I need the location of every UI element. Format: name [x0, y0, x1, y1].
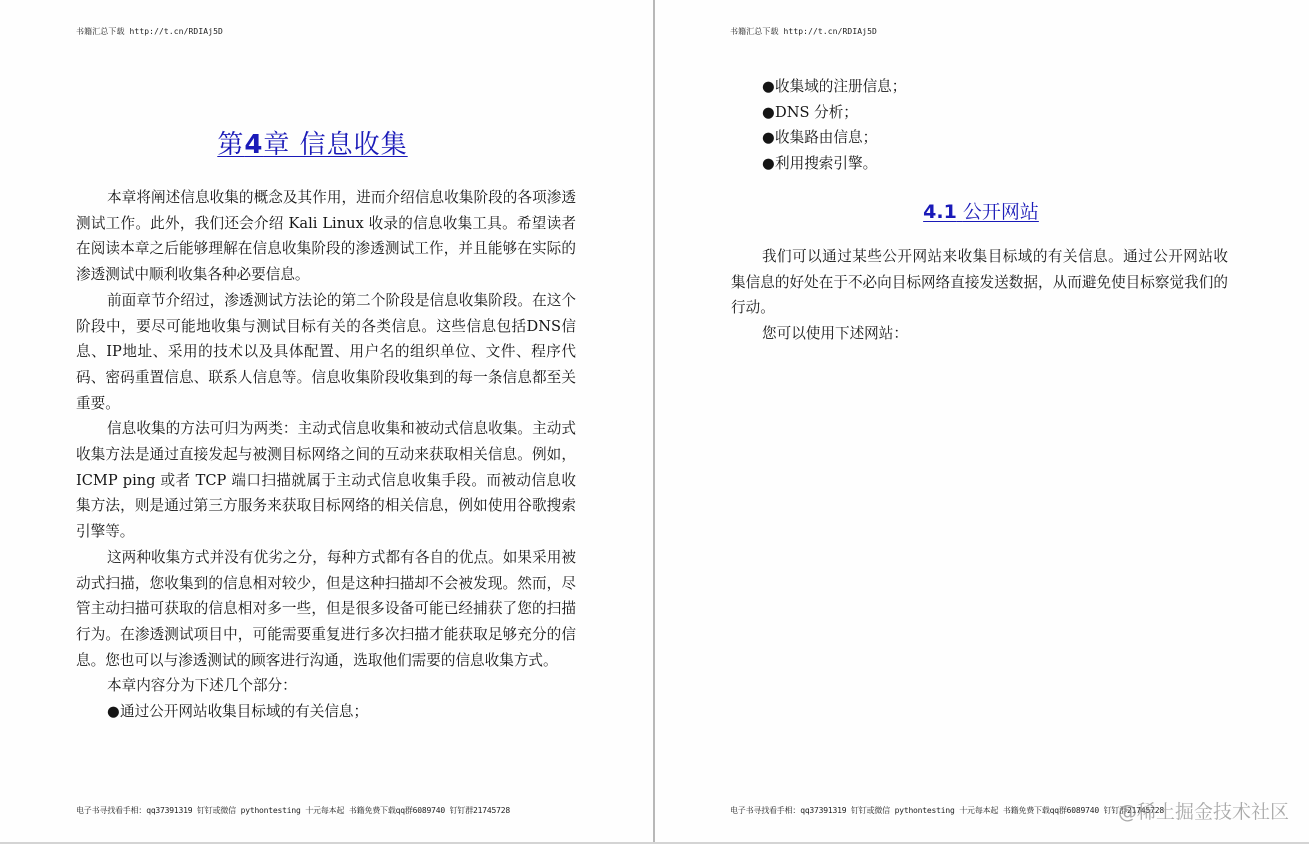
list-item-text: 收集域的注册信息；: [775, 78, 907, 95]
chapter-body: [76, 185, 576, 725]
list-item-text: 通过公开网站收集目标域的有关信息；: [120, 703, 369, 721]
page-header: 书籍汇总下载 http://t.cn/RDIAj5D: [76, 27, 223, 36]
bullet-icon: ●: [762, 155, 775, 173]
bullet-icon: ●: [107, 703, 120, 721]
paragraph: 本章内容分为下述几个部分：: [107, 677, 297, 695]
bullet-icon: ●: [762, 103, 775, 121]
bullet-icon: ●: [762, 129, 775, 147]
list-item: [76, 699, 576, 725]
bullet-icon: ●: [762, 78, 775, 95]
list-item-text: 利用搜索引擎。: [775, 155, 878, 173]
list-item: [731, 74, 1231, 100]
section-title[interactable]: [731, 197, 1231, 224]
list-item-text: 收集路由信息；: [775, 129, 878, 147]
left-page: [0, 0, 653, 842]
chapter-number: 4: [244, 130, 264, 160]
paragraph: 本章将阐述信息收集的概念及其作用，进而介绍信息收集阶段的各项渗透测试工作。此外，我们还会介绍 Kali Linux 收录的信息收集工具。希望读者在阅读本章之后能够理解在信息收集阶段的渗透测试工作，并且能够在实际的渗透测试中顺利收集各种必要信息。: [76, 189, 576, 284]
list-item-text: DNS 分析；: [775, 103, 858, 121]
paragraph: 我们可以通过某些公开网站来收集目标域的有关信息。通过公开网站收集信息的好处在于不必向目标网络直接发送数据，从而避免使目标察觉我们的行动。: [731, 248, 1228, 317]
paragraph: 信息收集的方法可归为两类：主动式信息收集和被动式信息收集。主动式收集方法是通过直接发起与被测目标网络之间的互动来获取相关信息。例如，ICMP ping 或者 TCP 端口扫描就属于主动式信息收集手段。而被动信息收集方法，则是通过第三方服务来获取目标网络的相关信息，例如使用谷歌搜索引擎等。: [76, 420, 576, 541]
watermark: @稀土掘金技术社区: [1118, 801, 1290, 823]
chapter-title[interactable]: [0, 124, 625, 161]
section-title-text: 公开网站: [962, 201, 1039, 223]
list-item: [731, 100, 1231, 126]
paragraph: 这两种收集方式并没有优劣之分，每种方式都有各自的优点。如果采用被动式扫描，您收集到的信息相对较少，但是这种扫描却不会被发现。然而，尽管主动扫描可获取的信息相对多一些，但是很多设备可能已经捕获了您的扫描行为。在渗透测试项目中，可能需要重复进行多次扫描才能获取足够充分的信息。您也可以与渗透测试的顾客进行沟通，选取他们需要的信息收集方式。: [76, 548, 576, 669]
chapter-outline-list: [731, 74, 1231, 177]
paragraph: 前面章节介绍过，渗透测试方法论的第二个阶段是信息收集阶段。在这个阶段中，要尽可能地收集与测试目标有关的各类信息。这些信息包括DNS信息、IP地址、采用的技术以及具体配置、用户名的组织单位、文件、程序代码、密码重置信息、联系人信息等。信息收集阶段收集到的每一条信息都至关重要。: [76, 291, 576, 412]
chapter-title-prefix: 第: [217, 130, 245, 160]
chapter-title-text: 章 信息收集: [263, 130, 408, 160]
paragraph: 您可以使用下述网站：: [762, 325, 908, 343]
section-body: [731, 244, 1228, 347]
page-footer: 电子书寻找看手相：qq37391319 钉钉或微信 pythontesting 十元每本起 书籍免费下载qq群6089740 钉钉群21745728: [76, 806, 510, 815]
page-footer: 电子书寻找看手相：qq37391319 钉钉或微信 pythontesting 十元每本起 书籍免费下载qq群6089740 钉钉群21745728: [730, 806, 1164, 815]
section-number: 4.1: [923, 201, 957, 223]
list-item: [731, 151, 1231, 177]
page-header: 书籍汇总下载 http://t.cn/RDIAj5D: [730, 27, 877, 36]
list-item: [731, 125, 1231, 151]
